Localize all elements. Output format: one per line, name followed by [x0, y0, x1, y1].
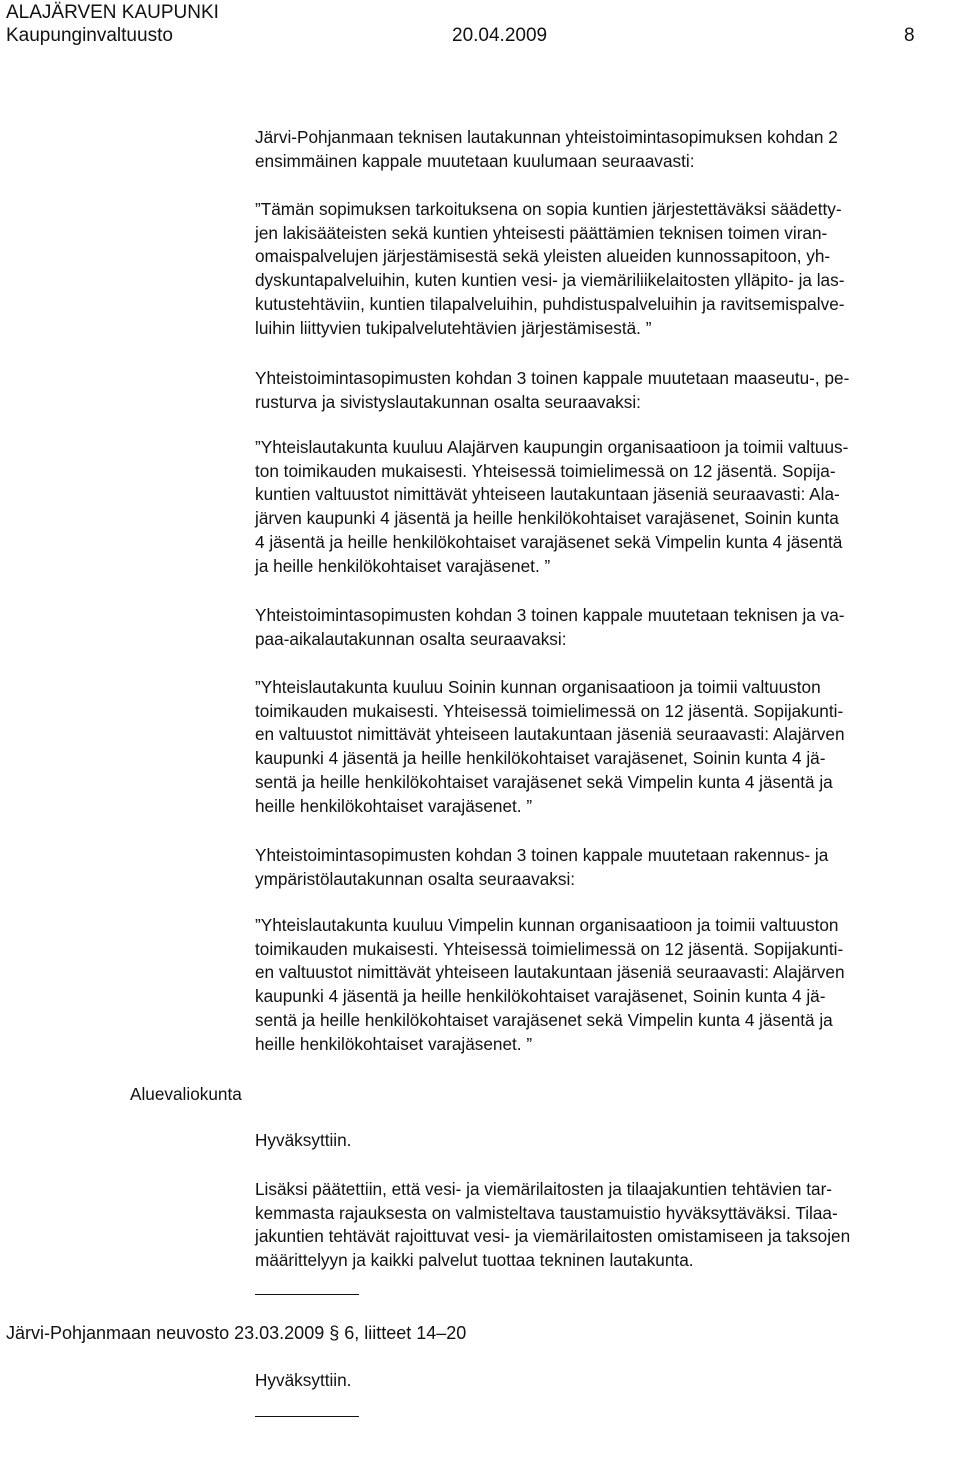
council-decision-heading: Järvi-Pohjanmaan neuvosto 23.03.2009 § 6, liitteet 14–20 — [6, 1323, 467, 1343]
intro-paragraph-4: Yhteistoimintasopimusten kohdan 3 toinen kappale muutetaan rakennus- ja ympäristölautakunnan osalta seuraavaksi: — [255, 845, 829, 889]
intro-paragraph-3: Yhteistoimintasopimusten kohdan 3 toinen kappale muutetaan teknisen ja va- paa-aikalautakunnan osalta seuraavaksi: — [255, 605, 845, 649]
intro-paragraph-2: Yhteistoimintasopimusten kohdan 3 toinen kappale muutetaan maaseutu-, pe- rusturva ja sivistyslautakunnan osalta seuraavaksi: — [255, 368, 850, 412]
council-decision-approved: Hyväksyttiin. — [255, 1370, 352, 1390]
quote-paragraph-2: ”Yhteislautakunta kuuluu Alajärven kaupungin organisaatioon ja toimii valtuus- ton toimikauden mukaisesti. Yhteisessä toimielimessä on 12 jäsentä. Sopija- kuntien valtuustot nimittävät yhteiseen lautakuntaan jäseniä seuraavasti: Ala- järven kaupunki 4 jäsentä ja heille henkilökohtaiset varajäsenet, Soinin kunta 4 jäsentä ja heille henkilökohtaiset varajäsenet sekä Vimpelin kunta 4 jäsentä ja heille henkilökohtaiset varajäsenet. ” — [255, 437, 849, 576]
decision-addition: Lisäksi päätettiin, että vesi- ja viemärilaitosten ja tilaajakuntien tehtävien tar- kemmasta rajauksesta on valmisteltava taustamuistio hyväksyttäväksi. Tilaa- jakuntien tehtävät rajoittuvat vesi- ja viemärilaitosten omistamiseen ja taksojen määrittelyyn ja kaikki palvelut tuottaa tekninen lautakunta. — [255, 1179, 851, 1271]
quote-paragraph-4: ”Yhteislautakunta kuuluu Vimpelin kunnan organisaatioon ja toimii valtuuston toimikauden mukaisesti. Yhteisessä toimielimessä on 12 jäsentä. Sopijakunti- en valtuustot nimittävät yhteiseen lautakuntaan jäseniä seuraavasti: Alajärven kaupunki 4 jäsentä ja heille henkilökohtaiset varajäsenet, Soinin kunta 4 jä- sentä ja heille henkilökohtaiset varajäsenet sekä Vimpelin kunta 4 jäsentä ja heille henkilökohtaiset varajäsenet. ” — [255, 915, 845, 1054]
quote-paragraph-1: ”Tämän sopimuksen tarkoituksena on sopia kuntien järjestettäväksi säädetty- jen lakisääteisten sekä kuntien yhteisesti päättämien teknisen toimen viran- omaispalvelujen järjestämisestä sekä yleisten alueiden kunnossapitoon, yh- dyskuntapalveluihin, kuten kuntien vesi- ja viemäriliikelaitosten ylläpito- ja las- kutustehtäviin, kuntien tilapalveluihin, puhdistuspalveluihin ja ravitsemispalve- luihin liittyvien tukipalvelutehtävien järjestämisestä. ” — [255, 199, 845, 338]
decision-approved: Hyväksyttiin. — [255, 1130, 352, 1150]
section-divider — [255, 1294, 359, 1295]
committee-label: Aluevaliokunta — [130, 1084, 242, 1104]
intro-paragraph-1: Järvi-Pohjanmaan teknisen lautakunnan yhteistoimintasopimuksen kohdan 2 ensimmäinen kappale muutetaan kuulumaan seuraavasti: — [255, 127, 838, 171]
council-name: Kaupunginvaltuusto — [6, 25, 173, 46]
organization-name: ALAJÄRVEN KAUPUNKI — [6, 2, 219, 23]
page-number: 8 — [904, 25, 915, 46]
section-divider — [255, 1416, 359, 1417]
meeting-date: 20.04.2009 — [452, 25, 548, 46]
quote-paragraph-3: ”Yhteislautakunta kuuluu Soinin kunnan organisaatioon ja toimii valtuuston toimikauden mukaisesti. Yhteisessä toimielimessä on 12 jäsentä. Sopijakunti- en valtuustot nimittävät yhteiseen lautakuntaan jäseniä seuraavasti: Alajärven kaupunki 4 jäsentä ja heille henkilökohtaiset varajäsenet, Soinin kunta 4 jä- sentä ja heille henkilökohtaiset varajäsenet sekä Vimpelin kunta 4 jäsentä ja heille henkilökohtaiset varajäsenet. ” — [255, 677, 845, 816]
